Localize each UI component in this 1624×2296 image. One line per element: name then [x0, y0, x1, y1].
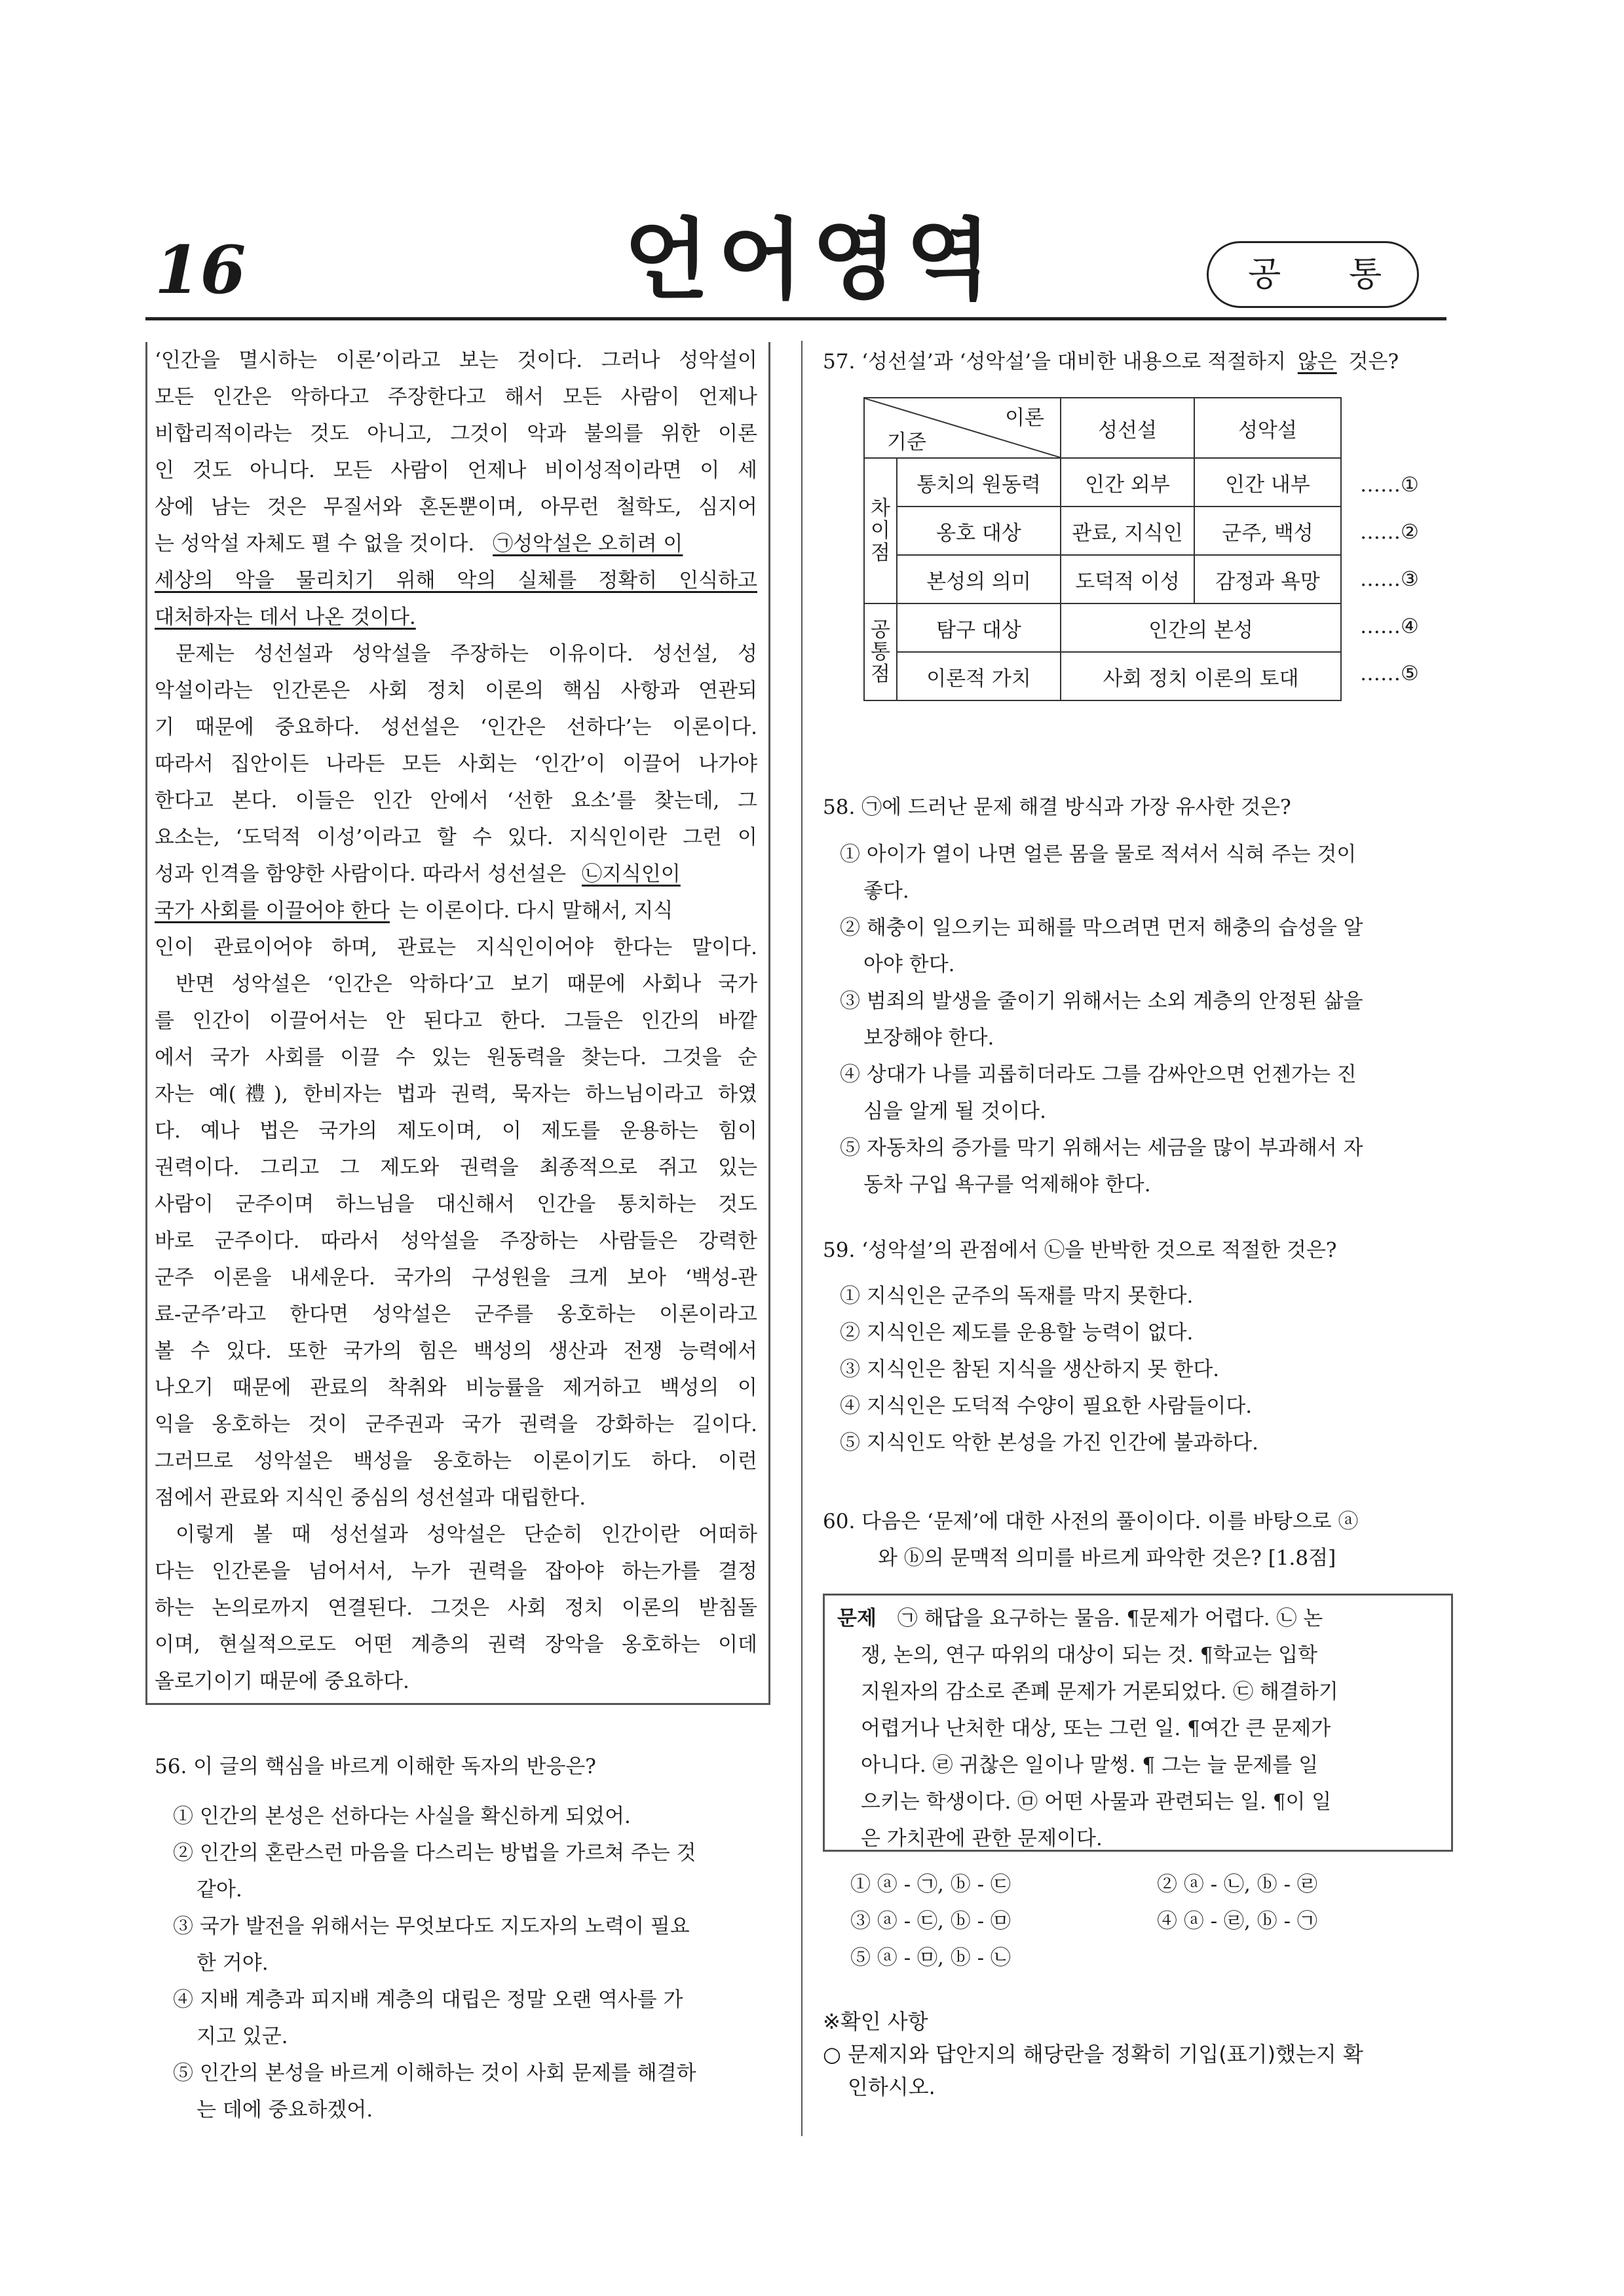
q58-option-3[interactable]: ③ 범죄의 발생을 줄이기 위해서는 소외 계층의 안정된 삶을	[840, 989, 1363, 1013]
passage-line: 한다고 본다. 이들은 인간 안에서 ‘선한 요소’를 찾는데, 그	[155, 789, 757, 813]
q60-option-2[interactable]: ② ⓐ - ㉡, ⓑ - ㉣	[1157, 1873, 1317, 1896]
q57-stem-text-end: 것은?	[1348, 350, 1399, 373]
question-56-stem: 56. 이 글의 핵심을 바르게 이해한 독자의 반응은?	[155, 1755, 596, 1778]
passage-line: 상에 남는 것은 무질서와 혼돈뿐이며, 아무런 철학도, 심지어	[155, 495, 757, 519]
passage-line: 인 것도 아니다. 모든 사람이 언제나 비이성적이라면 이 세	[155, 459, 757, 482]
dictionary-line: 은 가치관에 관한 문제이다.	[861, 1827, 1103, 1850]
q58-option-5-cont: 동차 구입 욕구를 억제해야 한다.	[863, 1173, 1151, 1196]
notice-text-cont: 인하시오.	[848, 2075, 935, 2099]
row-criterion: 본성의 의미	[897, 555, 1061, 603]
passage-line	[155, 856, 681, 892]
dictionary-line: 쟁, 논의, 연구 따위의 대상이 되는 것. ¶학교는 입학	[861, 1643, 1318, 1667]
q58-option-4[interactable]: ④ 상대가 나를 괴롭히더라도 그를 감싸안으면 언젠가는 진	[840, 1063, 1357, 1086]
dictionary-line: 으키는 학생이다. ㉤ 어떤 사물과 관련되는 일. ¶이 일	[861, 1790, 1332, 1814]
subject-title: 언어영역	[624, 209, 1000, 311]
q57-stem-text: 57. ‘성선설’과 ‘성악설’을 대비한 내용으로 적절하지	[823, 350, 1286, 373]
q56-option-4[interactable]: ④ 지배 계층과 피지배 계층의 대립은 정말 오랜 역사를 가	[173, 1988, 683, 2012]
q56-option-1[interactable]: ① 인간의 본성은 선하다는 사실을 확신하게 되었어.	[173, 1805, 631, 1828]
dictionary-line	[837, 1600, 1323, 1637]
column-divider	[801, 341, 803, 2136]
q57-comparison-table	[863, 397, 1342, 701]
q56-option-2[interactable]: ② 인간의 혼란스런 마음을 다스리는 방법을 가르쳐 주는 것	[173, 1841, 696, 1865]
underlined-passage-b: ㉡지식인이	[581, 862, 681, 886]
corner-top-label: 이론	[1005, 406, 1044, 430]
underlined-passage-a: 세상의 악을 물리치기 위해 악의 실체를 정확히 인식하고	[155, 569, 757, 592]
q59-option-5[interactable]: ⑤ 지식인도 악한 본성을 가진 인간에 불과하다.	[840, 1431, 1259, 1455]
column-header: 성선설	[1061, 398, 1194, 458]
passage-line: 권력이다. 그리고 그 제도와 권력을 최종적으로 쥐고 있는	[155, 1156, 757, 1179]
q57-stem-emphasis: 않은	[1297, 350, 1337, 373]
passage-line: 요소는, ‘도덕적 이성’이라고 할 수 있다. 지식인이란 그런 이	[155, 826, 757, 849]
passage-line: 따라서 집안이든 나라든 모든 사회는 ‘인간’이 이끌어 나가야	[155, 752, 757, 776]
passage-line: 사람이 군주이며 하느님을 대신해서 인간을 통치하는 것도	[155, 1193, 757, 1216]
passage-line: 를 인간이 이끌어서는 안 된다고 한다. 그들은 인간의 바깥	[155, 1009, 757, 1033]
passage-line: 하는 논의로까지 연결된다. 그것은 사회 정치 이론의 받침돌	[155, 1596, 757, 1620]
q58-option-4-cont: 심을 알게 될 것이다.	[863, 1100, 1046, 1123]
passage-line: 그러므로 성악설은 백성을 옹호하는 이론이기도 하다. 이런	[155, 1449, 757, 1473]
passage-line: 점에서 관료와 지식인 중심의 성선설과 대립한다.	[155, 1486, 586, 1510]
q57-option-1[interactable]: ……①	[1360, 473, 1419, 497]
q58-option-1-cont: 좋다.	[863, 879, 909, 903]
q60-option-3[interactable]: ③ ⓐ - ㉢, ⓑ - ㉤	[850, 1909, 1011, 1933]
passage-line: 볼 수 있다. 또한 국가의 힘은 백성의 생산과 전쟁 능력에서	[155, 1339, 757, 1363]
row-group-label: 차이점	[864, 458, 897, 603]
row-criterion: 이론적 가치	[897, 652, 1061, 700]
passage-line: 에서 국가 사회를 이끌 수 있는 원동력을 찾는다. 그것을 순	[155, 1046, 757, 1069]
question-60-stem-cont: 와 ⓑ의 문맥적 의미를 바르게 파악한 것은? [1.8점]	[878, 1546, 1336, 1570]
row-criterion: 탐구 대상	[897, 603, 1061, 652]
q58-option-2[interactable]: ② 해충이 일으키는 피해를 막으려면 먼저 해충의 습성을 알	[840, 916, 1363, 940]
q59-option-3[interactable]: ③ 지식인은 참된 지식을 생산하지 못 한다.	[840, 1358, 1220, 1381]
row-group-label: 공통점	[864, 603, 897, 700]
q59-option-4[interactable]: ④ 지식인은 도덕적 수양이 필요한 사람들이다.	[840, 1394, 1253, 1418]
passage-line: 군주 이론을 내세운다. 국가의 구성원을 크게 보아 ‘백성-관	[155, 1266, 757, 1290]
passage-line: 올로기이기 때문에 중요하다.	[155, 1670, 409, 1693]
q56-option-2-cont: 같아.	[197, 1878, 242, 1902]
section-badge-char-2: 통	[1349, 255, 1382, 294]
row-criterion: 통치의 원동력	[897, 458, 1061, 507]
dictionary-line: 어렵거나 난처한 대상, 또는 그런 일. ¶여간 큰 문제가	[861, 1717, 1331, 1740]
table-cell: 도덕적 이성	[1061, 555, 1194, 603]
question-59-stem: 59. ‘성악설’의 관점에서 ㉡을 반박한 것으로 적절한 것은?	[823, 1238, 1337, 1262]
q56-option-5-cont: 는 데에 중요하겠어.	[197, 2098, 373, 2122]
table-corner-cell	[864, 398, 1061, 458]
corner-bottom-label: 기준	[887, 430, 926, 454]
passage-line	[155, 892, 673, 929]
passage-line: 다. 예나 법은 국가의 제도이며, 이 제도를 운용하는 힘이	[155, 1119, 757, 1143]
q59-option-2[interactable]: ② 지식인은 제도를 운용할 능력이 없다.	[840, 1321, 1194, 1345]
dictionary-line: 아니다. ㉣ 귀찮은 일이나 말썽. ¶ 그는 늘 문제를 일	[861, 1753, 1319, 1777]
header-rule	[145, 317, 1446, 320]
passage-line-text: 는 성악설 자체도 펼 수 없을 것이다.	[155, 532, 475, 556]
column-header: 성악설	[1194, 398, 1341, 458]
section-badge-char-1: 공	[1248, 255, 1281, 294]
passage-line: 문제는 성선설과 성악설을 주장하는 이유이다. 성선설, 성	[176, 642, 757, 666]
q56-option-3[interactable]: ③ 국가 발전을 위해서는 무엇보다도 지도자의 노력이 필요	[173, 1915, 690, 1938]
passage-line: 바로 군주이다. 따라서 성악설을 주장하는 사람들은 강력한	[155, 1229, 757, 1253]
table-cell: 관료, 지식인	[1061, 507, 1194, 555]
passage-line: ‘인간을 멸시하는 이론’이라고 보는 것이다. 그러나 성악설이	[155, 349, 757, 372]
passage-line: 악설이라는 인간론은 사회 정치 이론의 핵심 사항과 연관되	[155, 679, 757, 702]
underlined-passage-a: 대처하자는 데서 나온 것이다.	[155, 605, 416, 629]
q57-option-4[interactable]: ……④	[1360, 615, 1419, 638]
notice-title: ※확인 사항	[823, 2009, 928, 2034]
notice-text: ○ 문제지와 답안지의 해당란을 정확히 기입(표기)했는지 확	[823, 2042, 1363, 2067]
dictionary-line: 지원자의 감소로 존폐 문제가 거론되었다. ㉢ 해결하기	[861, 1680, 1338, 1704]
row-criterion: 옹호 대상	[897, 507, 1061, 555]
question-57-stem	[823, 343, 1399, 380]
table-cell: 감정과 욕망	[1194, 555, 1341, 603]
q58-option-3-cont: 보장해야 한다.	[863, 1026, 994, 1050]
q59-option-1[interactable]: ① 지식인은 군주의 독재를 막지 못한다.	[840, 1284, 1194, 1308]
q58-option-1[interactable]: ① 아이가 열이 나면 얼른 몸을 물로 적셔서 식혀 주는 것이	[840, 843, 1357, 866]
passage-line: 이며, 현실적으로도 어떤 계층의 권력 장악을 옹호하는 이데	[155, 1633, 757, 1656]
underlined-passage-b: 국가 사회를 이끌어야 한다	[155, 899, 390, 923]
dictionary-text: ㉠ 해답을 요구하는 물음. ¶문제가 어렵다. ㉡ 논	[897, 1607, 1323, 1630]
q56-option-5[interactable]: ⑤ 인간의 본성을 바르게 이해하는 것이 사회 문제를 해결하	[173, 2061, 696, 2085]
passage-line: 비합리적이라는 것도 아니고, 그것이 악과 불의를 위한 이론	[155, 422, 757, 446]
passage-line: 이렇게 볼 때 성선설과 성악설은 단순히 인간이란 어떠하	[176, 1523, 757, 1546]
q57-option-3[interactable]: ……③	[1360, 567, 1419, 591]
passage-line: 기 때문에 중요하다. 성선설은 ‘인간은 선하다’는 이론이다.	[155, 716, 757, 739]
q56-option-4-cont: 지고 있군.	[197, 2025, 288, 2048]
table-cell-merged: 사회 정치 이론의 토대	[1061, 652, 1341, 700]
section-badge	[1207, 241, 1419, 308]
passage-line	[155, 526, 683, 562]
passage-line: 반면 성악설은 ‘인간은 악하다’고 보기 때문에 사회나 국가	[176, 972, 757, 996]
question-60-stem: 60. 다음은 ‘문제’에 대한 사전의 풀이이다. 이를 바탕으로 ⓐ	[823, 1510, 1359, 1533]
q57-option-2[interactable]: ……②	[1360, 520, 1419, 544]
passage-line: 료-군주’라고 한다면 성악설은 군주를 옹호하는 이론이라고	[155, 1303, 757, 1326]
passage-line: 다는 인간론을 넘어서서, 누가 권력을 잡아야 하는가를 결정	[155, 1559, 757, 1583]
q58-option-5[interactable]: ⑤ 자동차의 증가를 막기 위해서는 세금을 많이 부과해서 자	[840, 1136, 1363, 1160]
q60-option-5[interactable]: ⑤ ⓐ - ㉤, ⓑ - ㉡	[850, 1946, 1011, 1970]
passage-line: 모든 인간은 악하다고 주장한다고 해서 모든 사람이 언제나	[155, 385, 757, 409]
q56-option-3-cont: 한 거야.	[197, 1951, 269, 1975]
table-cell: 인간 내부	[1194, 458, 1341, 507]
passage-line: 자는 예(禮), 한비자는 법과 권력, 묵자는 하느님이라고 하였	[155, 1082, 757, 1106]
passage-line: 나오기 때문에 관료의 착취와 비능률을 제거하고 백성의 이	[155, 1376, 757, 1400]
table-cell: 인간 외부	[1061, 458, 1194, 507]
passage-line: 인이 관료이어야 하며, 관료는 지식인이어야 한다는 말이다.	[155, 936, 757, 959]
underlined-passage-a: ㉠성악설은 오히려 이	[493, 532, 683, 556]
q60-option-1[interactable]: ① ⓐ - ㉠, ⓑ - ㉢	[850, 1873, 1011, 1896]
question-58-stem: 58. ㉠에 드러난 문제 해결 방식과 가장 유사한 것은?	[823, 795, 1291, 819]
q58-option-2-cont: 아야 한다.	[863, 953, 955, 976]
passage-line-text: 는 이론이다. 다시 말해서, 지식	[398, 899, 673, 923]
passage-line-text: 성과 인격을 함양한 사람이다. 따라서 성선설은	[155, 862, 567, 886]
dictionary-headword: 문제	[837, 1607, 877, 1630]
page-number: 16	[155, 231, 246, 309]
q57-option-5[interactable]: ……⑤	[1360, 662, 1419, 685]
table-cell: 군주, 백성	[1194, 507, 1341, 555]
q60-option-4[interactable]: ④ ⓐ - ㉣, ⓑ - ㉠	[1157, 1909, 1317, 1933]
table-cell-merged: 인간의 본성	[1061, 603, 1341, 652]
passage-line: 익을 옹호하는 것이 군주권과 국가 권력을 강화하는 길이다.	[155, 1413, 757, 1436]
